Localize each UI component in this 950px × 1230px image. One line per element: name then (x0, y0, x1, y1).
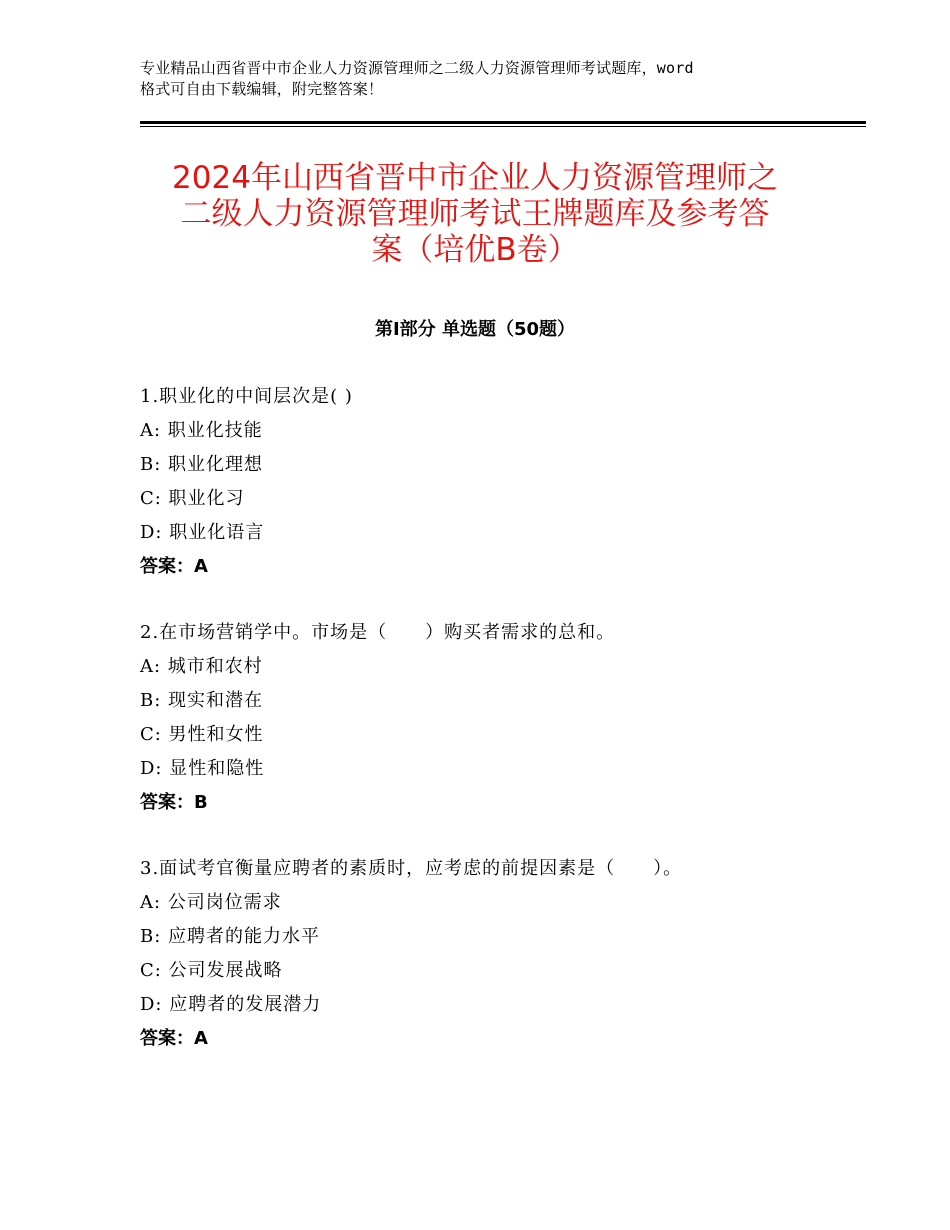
header-divider-thick (140, 121, 866, 124)
option-b: B: 现实和潜在 (140, 690, 264, 711)
header-note-line-2: 格式可自由下载编辑，附完整答案！ (140, 80, 384, 98)
option-c: C: 男性和女性 (140, 724, 264, 745)
answer: 答案：A (140, 1028, 208, 1049)
question-2 (140, 616, 860, 820)
option-a: A: 公司岗位需求 (140, 892, 282, 913)
option-b: B: 应聘者的能力水平 (140, 926, 321, 947)
question-3 (140, 852, 860, 1056)
option-d: D: 职业化语言 (140, 522, 265, 543)
header-note (140, 58, 820, 100)
question-1 (140, 380, 860, 584)
title-line-3: 案（培优B卷） (371, 232, 579, 268)
answer: 答案：B (140, 792, 208, 813)
header-divider-thin (140, 126, 866, 127)
title-line-1: 2024年山西省晋中市企业人力资源管理师之 (172, 160, 778, 196)
document-title (120, 160, 830, 268)
option-a: A: 职业化技能 (140, 420, 263, 441)
question-stem: 3.面试考官衡量应聘者的素质时，应考虑的前提因素是（ ）。 (140, 858, 683, 879)
option-c: C: 职业化习 (140, 488, 245, 509)
option-d: D: 显性和隐性 (140, 758, 265, 779)
part-heading: 第Ⅰ部分 单选题（50题） (374, 319, 575, 340)
title-line-2: 二级人力资源管理师考试王牌题库及参考答 (180, 196, 770, 232)
option-c: C: 公司发展战略 (140, 960, 283, 981)
header-note-line-1: 专业精品山西省晋中市企业人力资源管理师之二级人力资源管理师考试题库，word (140, 59, 694, 77)
option-d: D: 应聘者的发展潜力 (140, 994, 322, 1015)
option-b: B: 职业化理想 (140, 454, 264, 475)
answer: 答案：A (140, 556, 208, 577)
question-stem: 1.职业化的中间层次是( ) (140, 386, 353, 407)
question-list (140, 380, 860, 1088)
question-stem: 2.在市场营销学中。市场是（ ）购买者需求的总和。 (140, 622, 616, 643)
option-a: A: 城市和农村 (140, 656, 263, 677)
